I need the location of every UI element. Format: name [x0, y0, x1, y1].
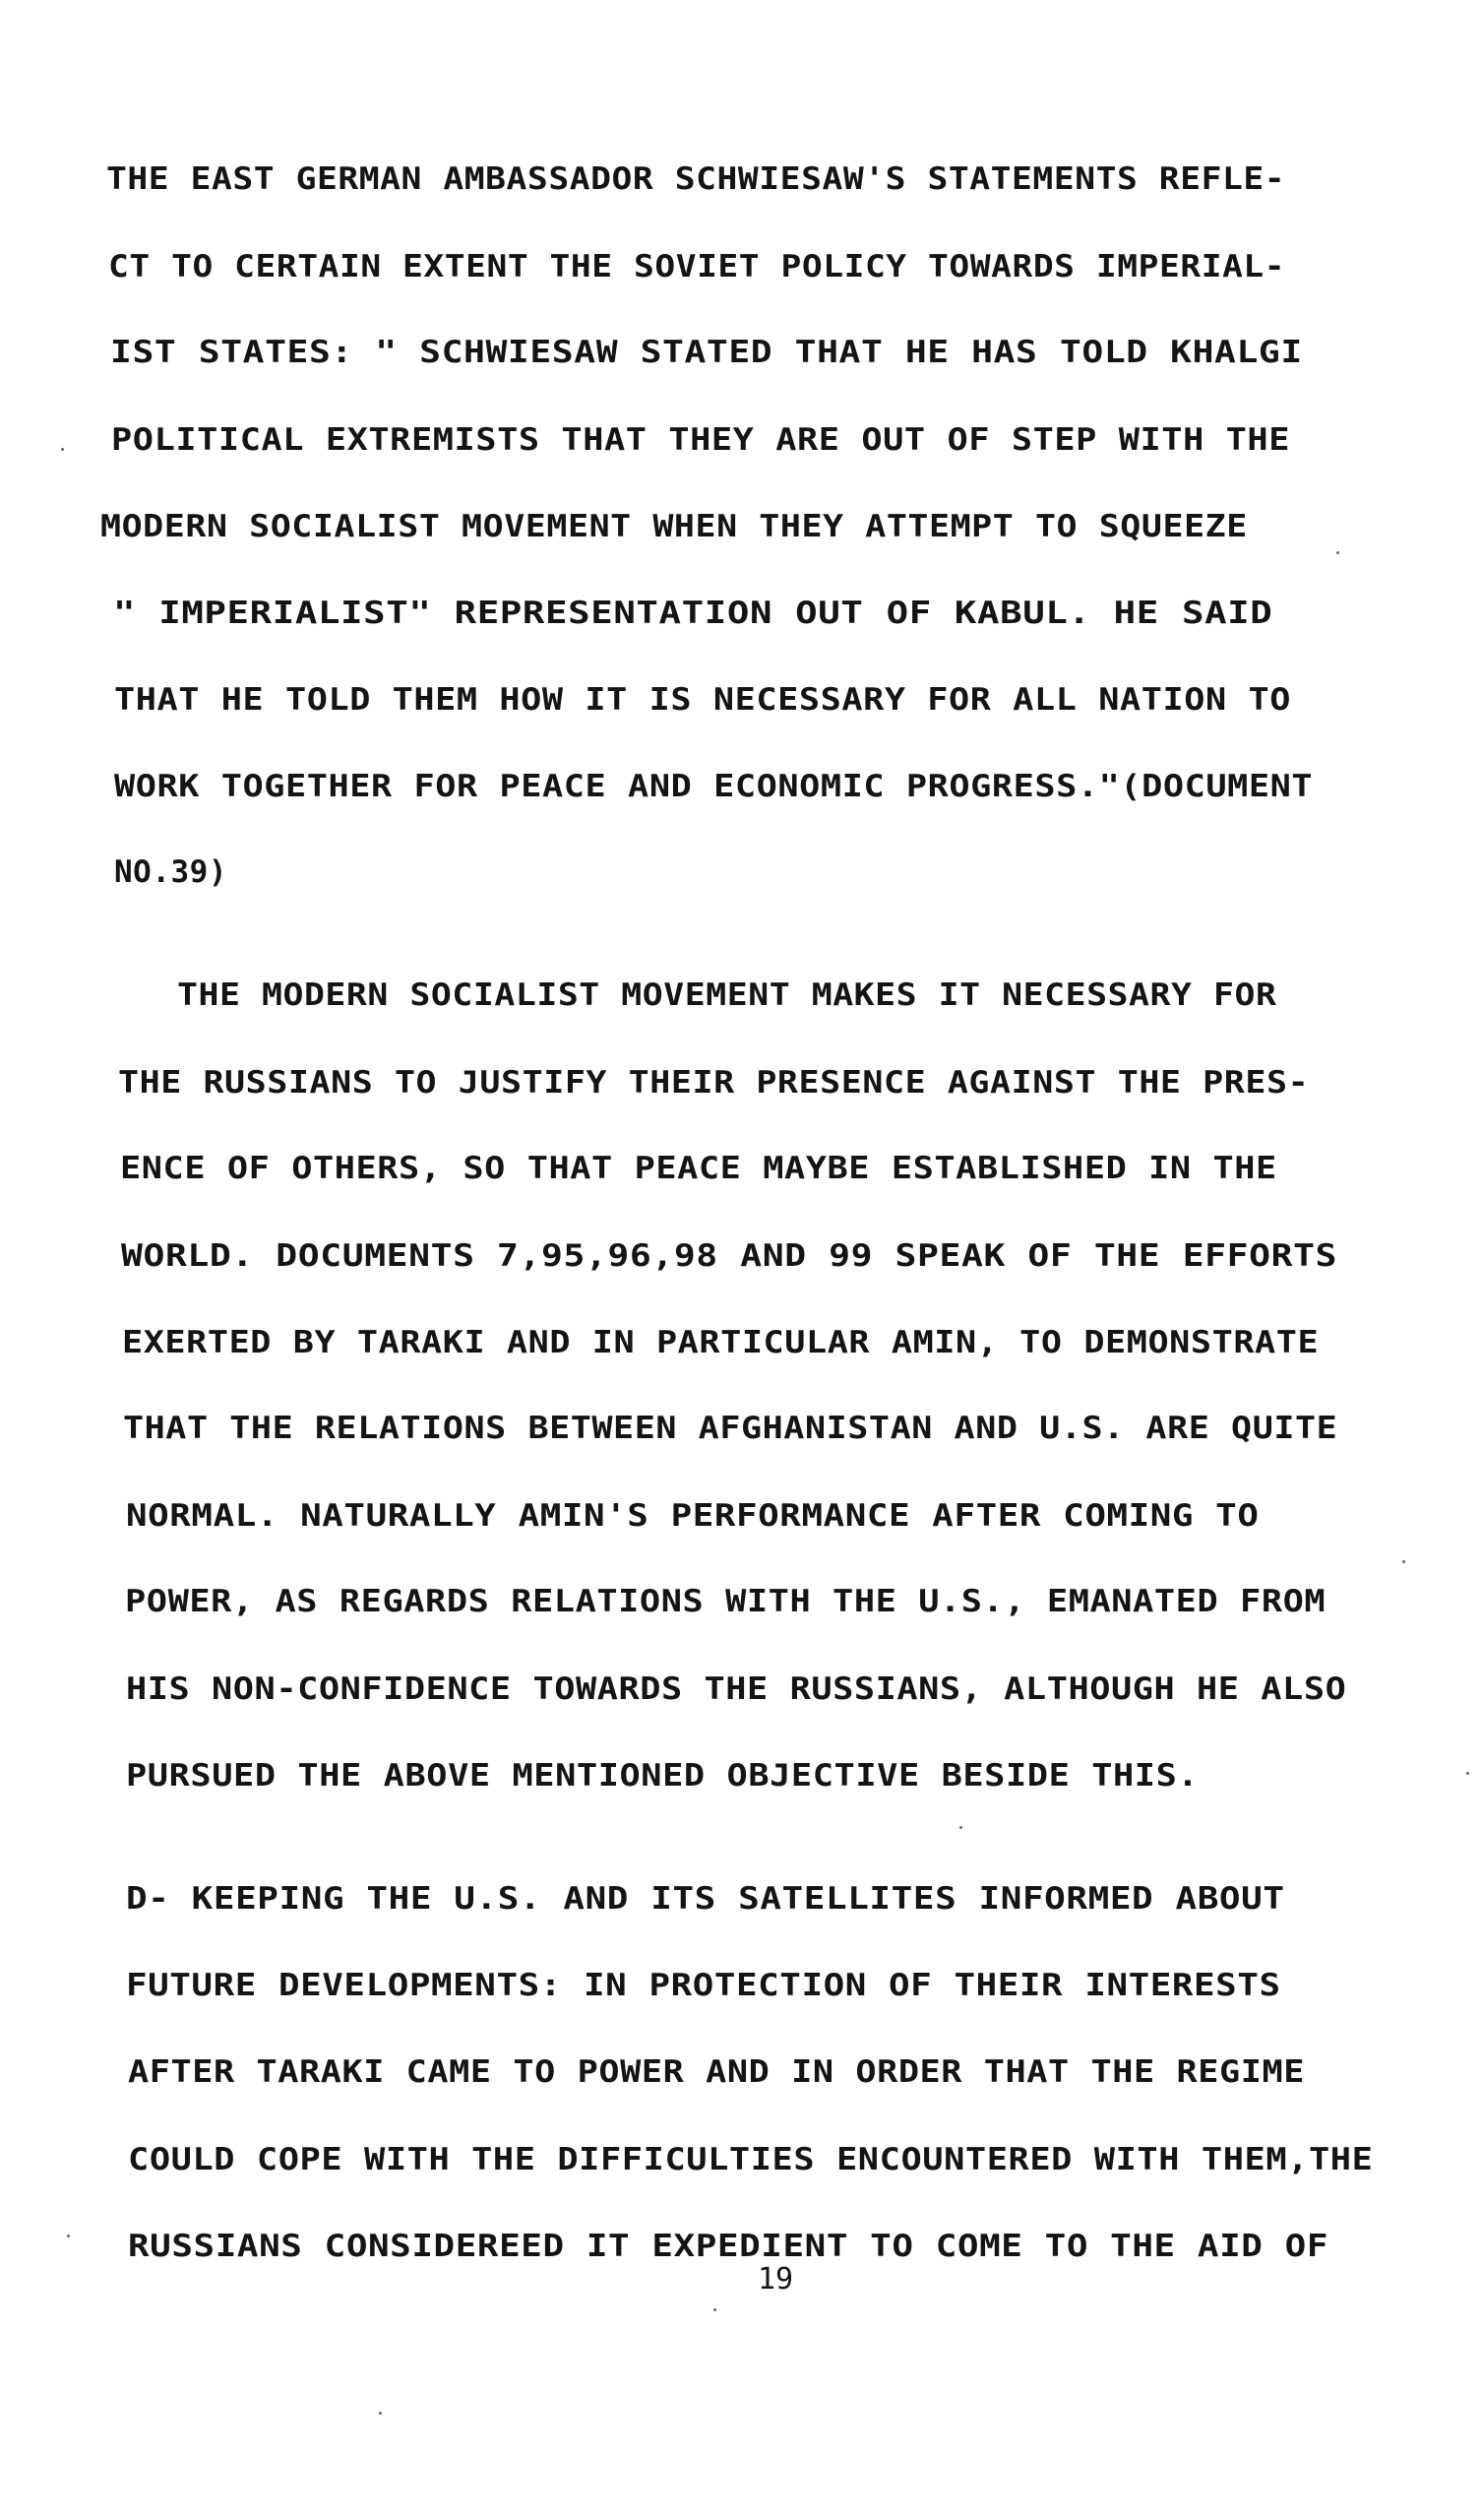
text-line: THAT THE RELATIONS BETWEEN AFGHANISTAN AND U.S. ARE QUITE [123, 1411, 1338, 1446]
scan-speck [713, 2308, 716, 2311]
scan-speck [959, 1826, 962, 1829]
scan-speck [1336, 551, 1339, 554]
text-line: HIS NON-CONFIDENCE TOWARDS THE RUSSIANS, ALTHOUGH HE ALSO [126, 1671, 1347, 1707]
text-line: PURSUED THE ABOVE MENTIONED OBJECTIVE BESIDE THIS. [126, 1758, 1200, 1794]
scan-speck [1466, 1772, 1469, 1775]
text-line: " IMPERIALIST" REPRESENTATION OUT OF KABUL. HE SAID [113, 596, 1273, 631]
text-line: THAT HE TOLD THEM HOW IT IS NECESSARY FOR ALL NATION TO [114, 682, 1291, 718]
text-line: NO.39) [114, 854, 227, 890]
text-line: POLITICAL EXTREMISTS THAT THEY ARE OUT OF STEP WITH THE [111, 422, 1290, 458]
text-line: FUTURE DEVELOPMENTS: IN PROTECTION OF THEIR INTERESTS [126, 1968, 1281, 2003]
text-line: MODERN SOCIALIST MOVEMENT WHEN THEY ATTEMPT TO SQUEEZE [100, 509, 1248, 544]
text-line: WORLD. DOCUMENTS 7,95,96,98 AND 99 SPEAK OF THE EFFORTS [121, 1238, 1338, 1274]
scan-speck [1402, 1560, 1405, 1563]
text-line: CT TO CERTAIN EXTENT THE SOVIET POLICY TOWARDS IMPERIAL- [108, 249, 1286, 284]
text-line: THE MODERN SOCIALIST MOVEMENT MAKES IT NECESSARY FOR [177, 977, 1277, 1013]
text-line: AFTER TARAKI CAME TO POWER AND IN ORDER THAT THE REGIME [128, 2054, 1305, 2090]
text-line: RUSSIANS CONSIDEREED IT EXPEDIENT TO COME TO THE AID OF [128, 2229, 1329, 2264]
page-number: 19 [758, 2262, 794, 2297]
scan-speck [61, 448, 64, 451]
text-line: EXERTED BY TARAKI AND IN PARTICULAR AMIN, TO DEMONSTRATE [122, 1325, 1320, 1360]
text-line: D- KEEPING THE U.S. AND ITS SATELLITES INFORMED ABOUT [126, 1881, 1285, 1917]
text-line: THE RUSSIANS TO JUSTIFY THEIR PRESENCE AGAINST THE PRES- [118, 1065, 1310, 1101]
scan-speck [379, 2412, 382, 2415]
text-line: COULD COPE WITH THE DIFFICULTIES ENCOUNTERED WITH THEM,THE [128, 2142, 1374, 2177]
text-line: IST STATES: " SCHWIESAW STATED THAT HE HAS TOLD KHALGI [110, 335, 1303, 370]
text-line: THE EAST GERMAN AMBASSADOR SCHWIESAW'S STATEMENTS REFLE- [106, 161, 1286, 197]
text-line: WORK TOGETHER FOR PEACE AND ECONOMIC PROGRESS."(DOCUMENT [114, 769, 1314, 804]
text-line: POWER, AS REGARDS RELATIONS WITH THE U.S., EMANATED FROM [125, 1584, 1327, 1619]
scan-speck [67, 2235, 70, 2237]
text-line: NORMAL. NATURALLY AMIN'S PERFORMANCE AFTER COMING TO [126, 1498, 1260, 1534]
text-line: ENCE OF OTHERS, SO THAT PEACE MAYBE ESTABLISHED IN THE [120, 1151, 1277, 1186]
